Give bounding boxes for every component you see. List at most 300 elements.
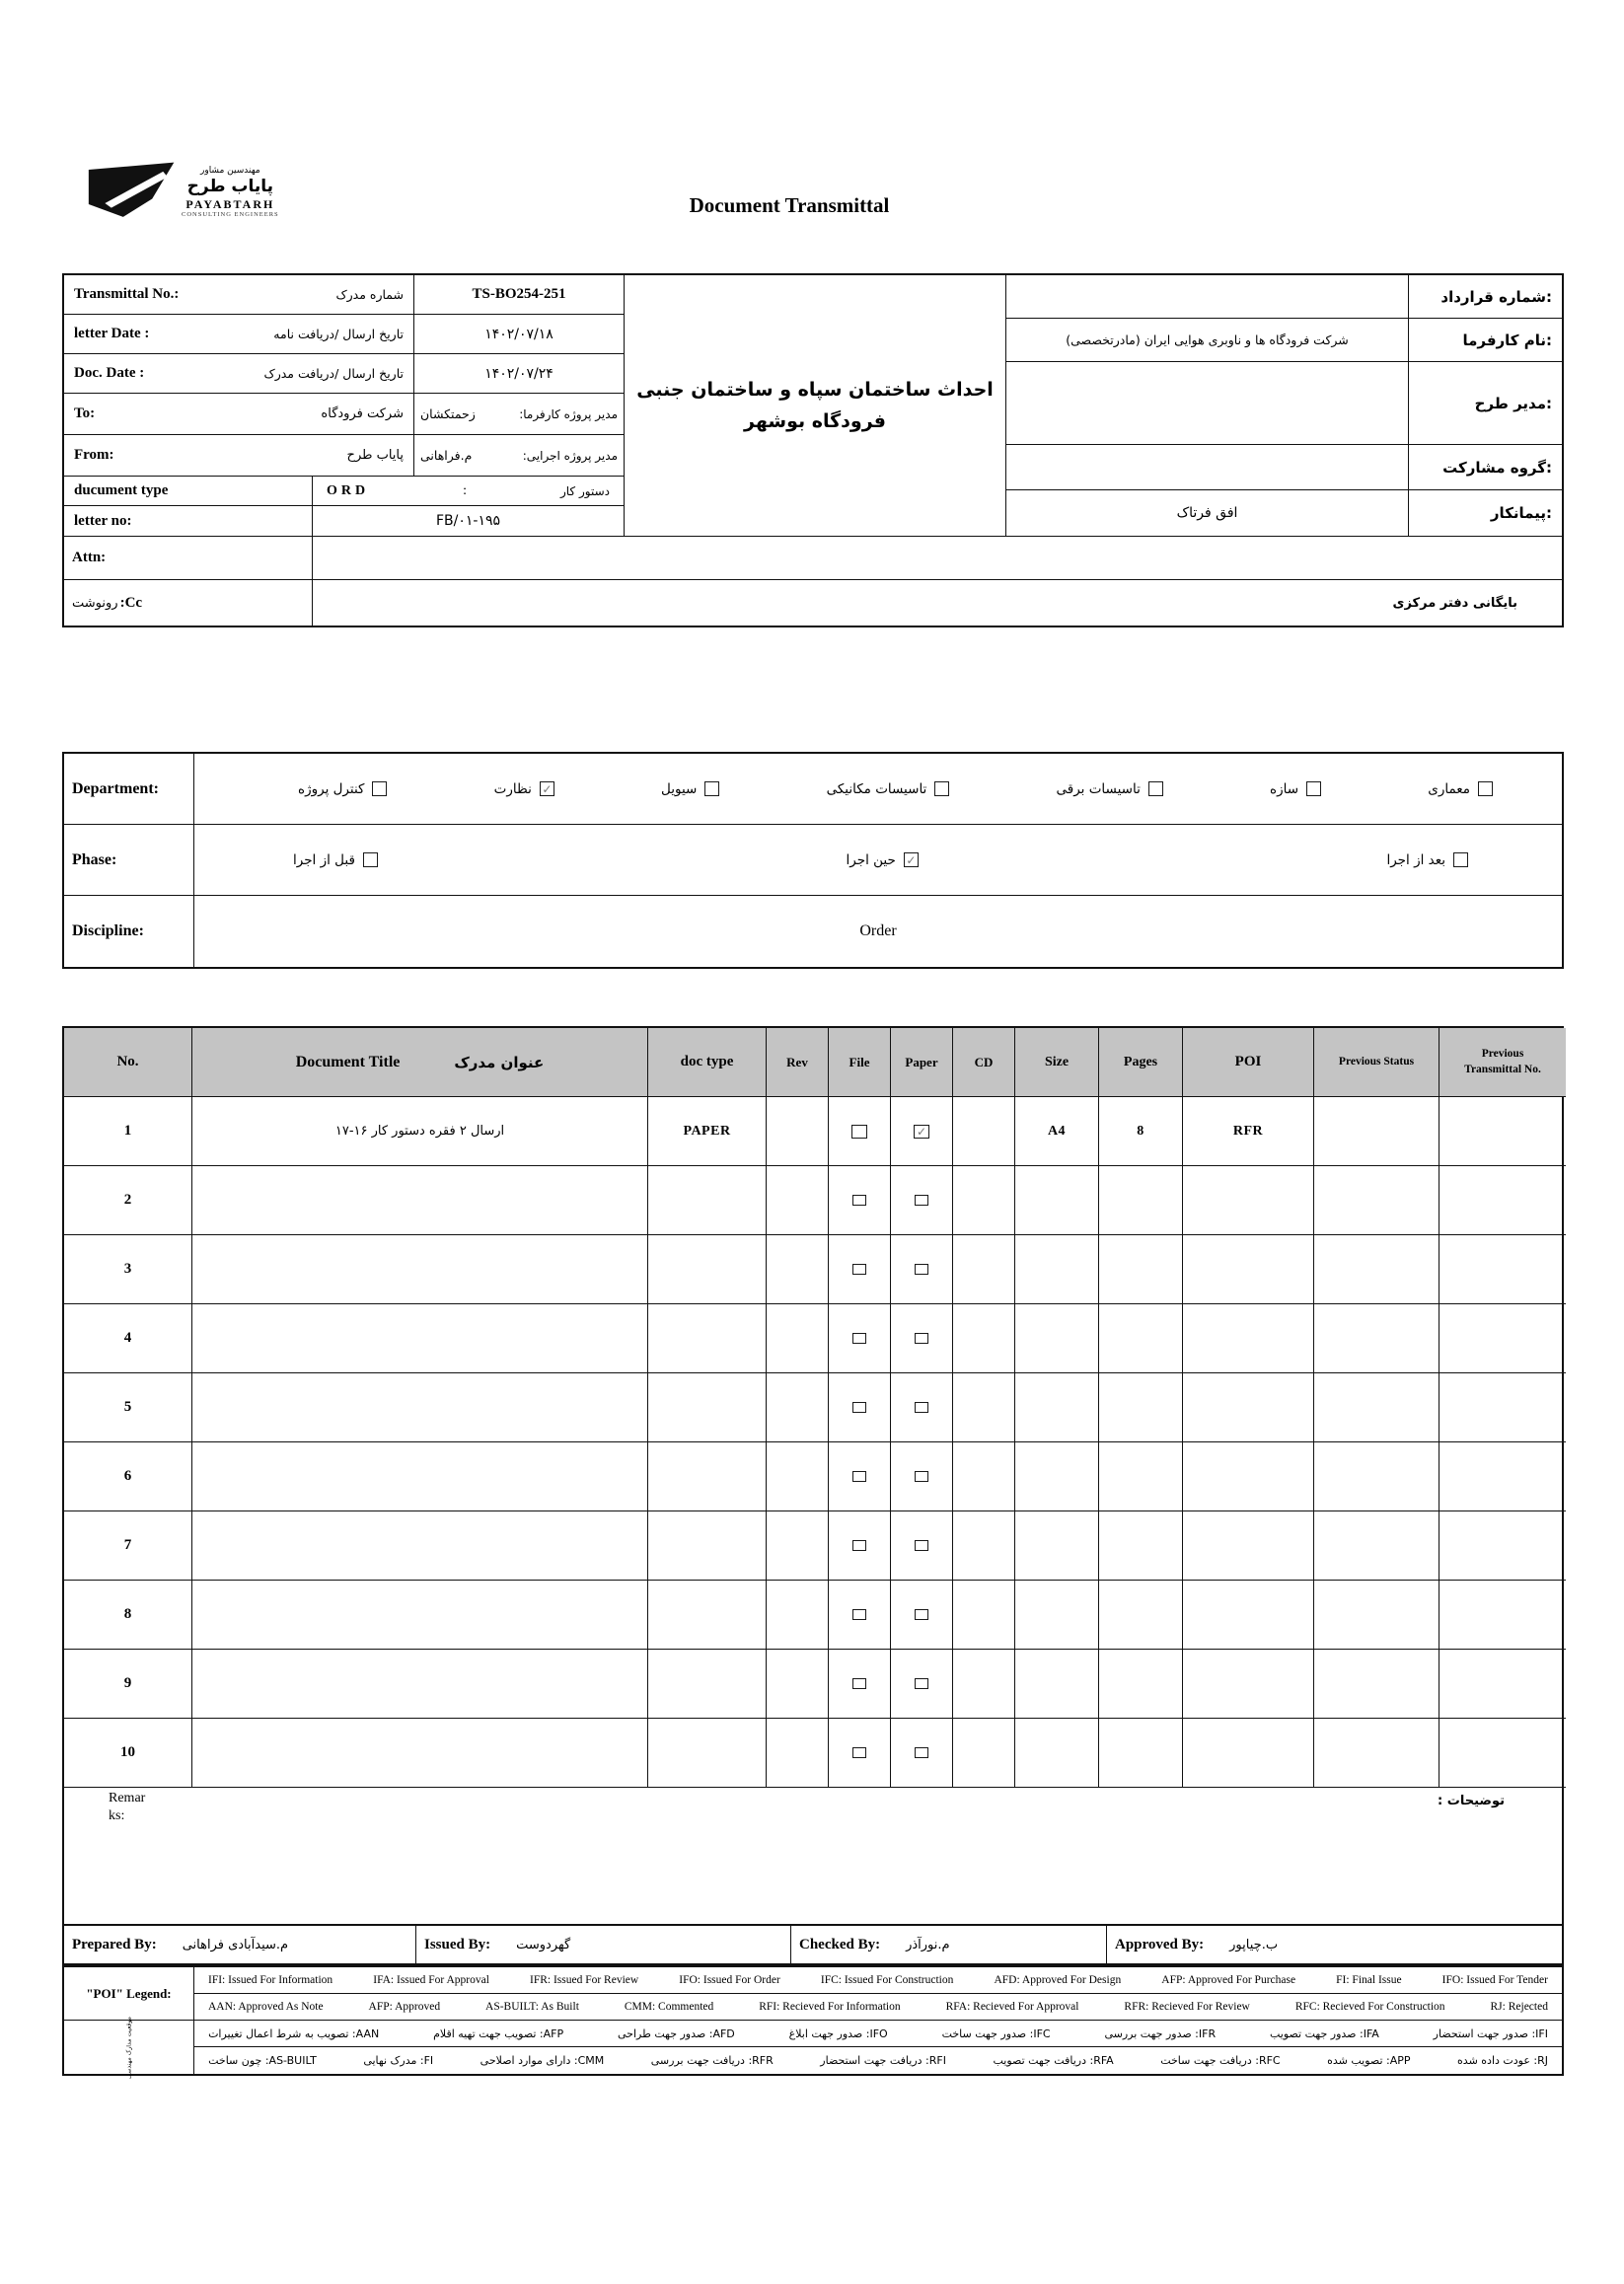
legend-item: RFC: دریافت جهت ساخت (1160, 2054, 1281, 2067)
legend-item: AAN: Approved As Note (208, 2001, 324, 2013)
legend-item: AS-BUILT: As Built (485, 2001, 579, 2013)
issued-by-cell (416, 1926, 791, 1963)
logo-brand-en: PAYABTARH (185, 196, 275, 211)
legend-item: IFC: صدور جهت ساخت (941, 2026, 1051, 2040)
header-poi: POI (1183, 1028, 1314, 1097)
document-title-cell (192, 1166, 648, 1235)
legend-item: IFO: Issued For Tender (1441, 1974, 1548, 1986)
exec-pm-name: م.فراهانی (420, 448, 473, 463)
legend-item: IFR: صدور جهت بررسی (1104, 2026, 1217, 2040)
document-type-label-cell (64, 477, 313, 505)
cd-cell (953, 1166, 1015, 1235)
document-row (64, 1442, 1562, 1511)
file-checkbox-cell (829, 1650, 891, 1719)
attn-row (64, 537, 1562, 580)
cd-cell (953, 1511, 1015, 1581)
pages-cell (1099, 1719, 1183, 1788)
plan-manager-value (1006, 362, 1409, 444)
documents-table-header (64, 1028, 1562, 1097)
previous-transmittal-cell (1439, 1235, 1566, 1304)
unchecked-checkbox[interactable] (1453, 852, 1468, 867)
rev-cell (767, 1511, 829, 1581)
file-checkbox-cell (829, 1097, 891, 1166)
checkbox-option (494, 781, 554, 797)
document-row (64, 1581, 1562, 1650)
checkbox-option (847, 852, 919, 868)
letter-date-value: ۱۴۰۲/۰۷/۱۸ (484, 326, 554, 342)
unchecked-checkbox[interactable] (915, 1195, 928, 1206)
header-file: File (829, 1028, 891, 1097)
checkbox-option (661, 781, 719, 797)
issued-by-label: Issued By: (424, 1936, 491, 1952)
row-number: 5 (64, 1373, 192, 1442)
checkbox-option (827, 781, 950, 797)
unchecked-checkbox[interactable] (915, 1747, 928, 1758)
rev-cell (767, 1235, 829, 1304)
rev-cell (767, 1166, 829, 1235)
remarks-label-fa: توضیحات : (1438, 1794, 1505, 1808)
doc-type-cell (648, 1719, 767, 1788)
phase-label: Phase: (64, 825, 194, 895)
pages-cell (1099, 1235, 1183, 1304)
document-row (64, 1719, 1562, 1788)
cd-cell (953, 1581, 1015, 1650)
department-label: Department: (64, 754, 194, 824)
paper-checkbox-cell (891, 1719, 953, 1788)
document-title-cell: ارسال ۲ فقره دستور کار ۱۶-۱۷ (192, 1097, 648, 1166)
fa-legend-label: موقعیت مدارک مهندسی (125, 2016, 132, 2079)
unchecked-checkbox[interactable] (852, 1678, 866, 1689)
row-number: 4 (64, 1304, 192, 1373)
document-row (64, 1373, 1562, 1442)
unchecked-checkbox[interactable] (852, 1609, 866, 1620)
legend-item: APP: تصویب شده (1327, 2054, 1411, 2067)
legend-item: AFD: صدور جهت طراحی (617, 2026, 735, 2040)
unchecked-checkbox[interactable] (915, 1333, 928, 1344)
legend-item: IFO: صدور جهت ابلاغ (788, 2026, 888, 2040)
attn-label-cell (64, 537, 313, 579)
unchecked-checkbox[interactable] (852, 1402, 866, 1413)
unchecked-checkbox[interactable] (915, 1609, 928, 1620)
cd-cell (953, 1442, 1015, 1511)
transmittal-no-label-en: Transmittal No.: (74, 286, 180, 302)
paper-checkbox-cell (891, 1650, 953, 1719)
plan-manager-row (1006, 362, 1562, 445)
size-cell (1015, 1511, 1099, 1581)
partnership-group-row (1006, 445, 1562, 490)
previous-transmittal-cell (1439, 1511, 1566, 1581)
cc-row (64, 580, 1562, 626)
pages-cell (1099, 1650, 1183, 1719)
client-label: نام کارفرما: (1462, 331, 1552, 349)
approved-by-cell (1107, 1926, 1562, 1963)
legend-item: RFR: دریافت جهت بررسی (650, 2054, 774, 2067)
attn-value (313, 537, 1562, 579)
doc-type-cell (648, 1304, 767, 1373)
paper-checkbox-cell (891, 1166, 953, 1235)
header-rev: Rev (767, 1028, 829, 1097)
document-type-fa: دستور کار (559, 483, 610, 498)
unchecked-checkbox[interactable] (852, 1264, 866, 1275)
checked-checkbox[interactable]: ✓ (540, 781, 554, 796)
legend-item: AFD: Approved For Design (994, 1974, 1122, 1986)
poi-cell (1183, 1235, 1314, 1304)
contractor-row (1006, 490, 1562, 536)
paper-checkbox-cell (891, 1235, 953, 1304)
to-row (64, 394, 624, 435)
legend-item: IFC: Issued For Construction (820, 1974, 954, 1986)
checkbox-option-label: کنترل پروژه (298, 780, 365, 797)
legend-item: IFI: Issued For Information (208, 1974, 333, 1986)
previous-transmittal-cell (1439, 1719, 1566, 1788)
document-row (64, 1097, 1562, 1166)
checkbox-option-label: حین اجرا (846, 851, 896, 868)
previous-transmittal-cell (1439, 1097, 1566, 1166)
previous-status-cell (1314, 1304, 1439, 1373)
header-paper: Paper (891, 1028, 953, 1097)
checkbox-option-label: تاسیسات برقی (1056, 780, 1141, 797)
cd-cell (953, 1235, 1015, 1304)
row-number: 9 (64, 1650, 192, 1719)
rev-cell (767, 1097, 829, 1166)
file-checkbox-cell (829, 1511, 891, 1581)
legend-item: IFA: صدور جهت تصویب (1269, 2026, 1379, 2040)
letter-no-label: letter no: (74, 512, 132, 529)
header-document-title (192, 1028, 648, 1097)
client-pm-label: مدیر پروژه کارفرما: (519, 406, 618, 421)
previous-status-cell (1314, 1581, 1439, 1650)
rev-cell (767, 1650, 829, 1719)
doc-date-label-en: Doc. Date : (74, 365, 145, 381)
document-type-code: ORD (327, 482, 370, 498)
unchecked-checkbox[interactable] (363, 852, 378, 867)
rev-cell (767, 1442, 829, 1511)
document-title-cell (192, 1235, 648, 1304)
checkbox-option (1057, 781, 1163, 797)
checked-checkbox[interactable]: ✓ (914, 1125, 929, 1139)
project-title-line1: احداث ساختمان سپاه و ساختمان جنبی (636, 379, 994, 401)
poi-cell: RFR (1183, 1097, 1314, 1166)
header-pages: Pages (1099, 1028, 1183, 1097)
checkbox-option (1270, 781, 1321, 797)
previous-status-cell (1314, 1373, 1439, 1442)
row-number: 7 (64, 1511, 192, 1581)
file-checkbox-cell (829, 1719, 891, 1788)
cc-label-cell (64, 580, 313, 626)
rev-cell (767, 1304, 829, 1373)
paper-checkbox-cell (891, 1581, 953, 1650)
doc-type-cell (648, 1166, 767, 1235)
poi-legend-label: "POI" Legend: (64, 1967, 193, 2021)
poi-cell (1183, 1719, 1314, 1788)
client-pm-name: زحمتکشان (420, 406, 476, 421)
to-value: شرکت فرودگاه (321, 406, 404, 421)
department-row (64, 754, 1562, 825)
department-options (194, 754, 1562, 824)
cd-cell (953, 1719, 1015, 1788)
logo-tagline-fa: مهندسین مشاور (200, 166, 260, 177)
legend-item: AFP: Approved For Purchase (1161, 1974, 1296, 1986)
legend-item: IFI: صدور جهت استحضار (1433, 2026, 1548, 2040)
size-cell (1015, 1166, 1099, 1235)
cd-cell (953, 1097, 1015, 1166)
legend-item: RJ: عودت داده شده (1457, 2054, 1548, 2067)
transmittal-no-label-fa: شماره مدرک (335, 287, 404, 302)
letter-no-value: FB/۰۱-۱۹۵ (435, 513, 501, 529)
size-cell (1015, 1235, 1099, 1304)
unchecked-checkbox[interactable] (852, 1747, 866, 1758)
contract-no-value (1006, 275, 1409, 318)
file-checkbox-cell (829, 1304, 891, 1373)
file-checkbox-cell (829, 1166, 891, 1235)
client-row (1006, 319, 1562, 362)
doc-type-cell (648, 1511, 767, 1581)
checked-by-label: Checked By: (799, 1936, 881, 1952)
size-cell (1015, 1304, 1099, 1373)
project-title-block (624, 275, 1006, 536)
doc-type-cell (648, 1581, 767, 1650)
unchecked-checkbox[interactable] (915, 1678, 928, 1689)
checked-by-name: م.نورآذر (906, 1937, 950, 1952)
unchecked-checkbox[interactable] (915, 1402, 928, 1413)
legend-en-line2 (194, 1994, 1562, 2021)
doc-date-label-fa: تاریخ ارسال /دریافت مدرک (263, 366, 404, 381)
unchecked-checkbox[interactable] (704, 781, 719, 796)
checkbox-option (293, 852, 378, 868)
previous-transmittal-cell (1439, 1442, 1566, 1511)
doc-type-cell (648, 1235, 767, 1304)
checkbox-option (1386, 852, 1468, 868)
previous-status-cell (1314, 1442, 1439, 1511)
doc-type-cell (648, 1373, 767, 1442)
letter-no-row (64, 506, 624, 536)
phase-row (64, 825, 1562, 896)
legend-item: FI: Final Issue (1336, 1974, 1402, 1986)
info-table (62, 273, 1564, 627)
file-checkbox-cell (829, 1373, 891, 1442)
unchecked-checkbox[interactable] (851, 1125, 867, 1139)
pages-cell: 8 (1099, 1097, 1183, 1166)
document-title-cell (192, 1442, 648, 1511)
doc-type-cell: PAPER (648, 1097, 767, 1166)
legend-right-column (194, 1967, 1562, 2074)
legend-item: RFI: Recieved For Information (759, 2001, 901, 2013)
partnership-group-value (1006, 445, 1409, 489)
previous-status-cell (1314, 1719, 1439, 1788)
cd-cell (953, 1650, 1015, 1719)
fa-legend-label-cell (64, 2016, 193, 2079)
prepared-by-cell (64, 1926, 416, 1963)
discipline-row (64, 896, 1562, 967)
size-cell (1015, 1650, 1099, 1719)
legend-item: RFC: Recieved For Construction (1294, 2001, 1445, 2013)
legend-item: FI: مدرک نهایی (363, 2054, 434, 2067)
approved-by-name: ب.چیاپور (1229, 1937, 1279, 1952)
file-checkbox-cell (829, 1442, 891, 1511)
unchecked-checkbox[interactable] (915, 1471, 928, 1482)
checkbox-option-label: سیویل (661, 780, 698, 797)
cc-value: بایگانی دفتر مرکزی (1392, 595, 1517, 611)
discipline-value: Order (859, 922, 897, 939)
legend-item: IFA: Issued For Approval (373, 1974, 489, 1986)
client-pm-cell (414, 394, 624, 434)
letter-date-row (64, 315, 624, 354)
legend-item: CMM: دارای موارد اصلاحی (480, 2054, 605, 2067)
exec-pm-cell (414, 435, 624, 476)
legend-fa-line1 (194, 2021, 1562, 2047)
doc-type-cell (648, 1442, 767, 1511)
previous-status-cell (1314, 1511, 1439, 1581)
file-checkbox-cell (829, 1235, 891, 1304)
unchecked-checkbox[interactable] (852, 1195, 866, 1206)
legend-item: AS-BUILT: چون ساخت (208, 2054, 317, 2067)
project-title-line2: فرودگاه بوشهر (744, 410, 886, 432)
header-previous-transmittal: Previous Transmittal No. (1439, 1028, 1566, 1097)
document-title-cell (192, 1581, 648, 1650)
legend-table (62, 1965, 1564, 2079)
letter-no-label-cell (64, 506, 313, 536)
unchecked-checkbox[interactable] (852, 1471, 866, 1482)
previous-transmittal-cell (1439, 1650, 1566, 1719)
previous-status-cell (1314, 1097, 1439, 1166)
logo-brand-fa: پایاب طرح (186, 177, 274, 197)
legend-item: RFA: دریافت جهت تصویب (993, 2054, 1114, 2067)
letter-date-label-fa: تاریخ ارسال /دریافت نامه (273, 327, 404, 341)
client-value: شرکت فرودگاه ها و ناوبری هوایی ایران (مادرتخصصی) (1006, 319, 1409, 361)
header-size: Size (1015, 1028, 1099, 1097)
from-value: پایاب طرح (346, 448, 404, 463)
approved-by-label: Approved By: (1115, 1936, 1205, 1952)
unchecked-checkbox[interactable] (1478, 781, 1493, 796)
pages-cell (1099, 1581, 1183, 1650)
legend-item: CMM: Commented (624, 2001, 714, 2013)
remarks-label-en: Remarks: (109, 1791, 146, 1824)
rev-cell (767, 1581, 829, 1650)
cd-cell (953, 1304, 1015, 1373)
info-left (64, 275, 624, 536)
pages-cell (1099, 1373, 1183, 1442)
legend-left-column (64, 1967, 194, 2079)
cc-value-cell (313, 580, 1562, 626)
legend-item: AFP: Approved (368, 2001, 441, 2013)
document-title-cell (192, 1719, 648, 1788)
issued-by-name: گهردوست (516, 1937, 571, 1952)
unchecked-checkbox[interactable] (1148, 781, 1163, 796)
plan-manager-label: مدیر طرح: (1474, 394, 1552, 412)
document-title-cell (192, 1373, 648, 1442)
previous-status-cell (1314, 1650, 1439, 1719)
poi-cell (1183, 1373, 1314, 1442)
contract-no-label: شماره قرارداد: (1440, 287, 1552, 306)
doc-date-label-cell (64, 354, 414, 393)
checkbox-option (1428, 781, 1493, 797)
contract-no-row (1006, 275, 1562, 319)
transmittal-no-value: TS-BO254-251 (472, 286, 566, 302)
unchecked-checkbox[interactable] (852, 1540, 866, 1551)
documents-table (62, 1026, 1564, 1926)
prepared-by-label: Prepared By: (72, 1936, 157, 1952)
unchecked-checkbox[interactable] (372, 781, 387, 796)
rev-cell (767, 1373, 829, 1442)
size-cell: A4 (1015, 1097, 1099, 1166)
letter-date-label-en: letter Date : (74, 326, 150, 341)
poi-cell (1183, 1581, 1314, 1650)
checked-by-cell (791, 1926, 1107, 1963)
header-no: No. (64, 1028, 192, 1097)
pages-cell (1099, 1166, 1183, 1235)
unchecked-checkbox[interactable] (852, 1333, 866, 1344)
checkbox-option-label: بعد از اجرا (1386, 851, 1445, 868)
size-cell (1015, 1442, 1099, 1511)
signature-row (62, 1926, 1564, 1965)
legend-item: RFR: Recieved For Review (1124, 2001, 1250, 2013)
unchecked-checkbox[interactable] (1306, 781, 1321, 796)
document-row (64, 1511, 1562, 1581)
poi-cell (1183, 1304, 1314, 1373)
cc-label-fa: رونوشت (72, 595, 118, 611)
document-type-row (64, 477, 624, 506)
contractor-label: پیمانکار: (1490, 504, 1552, 522)
document-type-colon: : (463, 482, 467, 498)
size-cell (1015, 1581, 1099, 1650)
document-row (64, 1650, 1562, 1719)
from-row (64, 435, 624, 477)
letter-date-label-cell (64, 315, 414, 353)
document-row (64, 1166, 1562, 1235)
previous-transmittal-cell (1439, 1166, 1566, 1235)
phase-options (194, 825, 1562, 895)
checkbox-option-label: سازه (1270, 780, 1299, 797)
from-label: From: (74, 447, 114, 463)
document-title-cell (192, 1650, 648, 1719)
paper-checkbox-cell (891, 1442, 953, 1511)
legend-item: IFO: Issued For Order (679, 1974, 780, 1986)
poi-cell (1183, 1650, 1314, 1719)
legend-fa-line2 (194, 2047, 1562, 2074)
doc-date-value: ۱۴۰۲/۰۷/۲۴ (484, 365, 554, 382)
contractor-value: افق فرتاک (1006, 490, 1409, 536)
unchecked-checkbox[interactable] (915, 1540, 928, 1551)
row-number: 10 (64, 1719, 192, 1788)
legend-item: RFA: Recieved For Approval (945, 2001, 1079, 2013)
partnership-group-label: گروه مشارکت: (1442, 458, 1552, 477)
paper-checkbox-cell (891, 1097, 953, 1166)
header-title-fa: عنوان مدرک (454, 1053, 545, 1071)
classification-table (62, 752, 1564, 969)
document-type-value-cell (313, 477, 624, 505)
size-cell (1015, 1719, 1099, 1788)
document-title-cell (192, 1304, 648, 1373)
checkbox-option-label: تاسیسات مکانیکی (826, 780, 927, 797)
previous-transmittal-cell (1439, 1373, 1566, 1442)
unchecked-checkbox[interactable] (915, 1264, 928, 1275)
unchecked-checkbox[interactable] (934, 781, 949, 796)
checked-checkbox[interactable]: ✓ (904, 852, 919, 867)
cc-label-en: Cc: (119, 594, 143, 611)
doc-date-row (64, 354, 624, 394)
previous-transmittal-cell (1439, 1304, 1566, 1373)
row-number: 1 (64, 1097, 192, 1166)
info-top (64, 275, 1562, 537)
cd-cell (953, 1373, 1015, 1442)
row-number: 8 (64, 1581, 192, 1650)
header-previous-status: Previous Status (1314, 1028, 1439, 1097)
previous-transmittal-cell (1439, 1581, 1566, 1650)
exec-pm-label: مدیر پروژه اجرایی: (522, 448, 618, 463)
header-cd: CD (953, 1028, 1015, 1097)
checkbox-option (298, 781, 387, 797)
pages-cell (1099, 1442, 1183, 1511)
